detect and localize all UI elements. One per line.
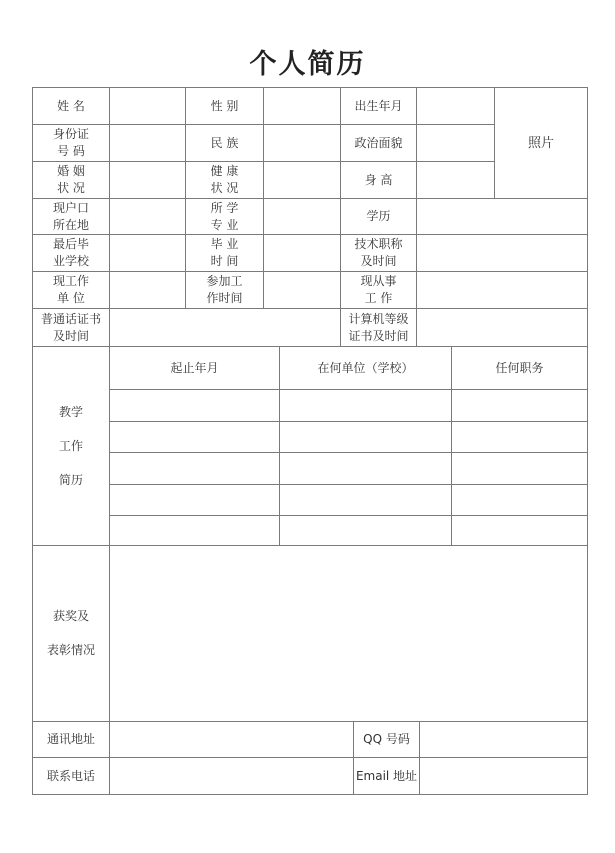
label-major: 所 学 专 业: [210, 200, 239, 232]
label-ethnicity: 民 族: [210, 135, 239, 150]
label-history: 教学 工作 简历: [58, 404, 83, 487]
label-education: 学历: [366, 209, 391, 223]
label-work-start: 参加工 作时间: [206, 274, 243, 305]
label-email: Email 地址: [355, 768, 418, 783]
label-health: 健 康 状 况: [210, 164, 239, 195]
label-marital: 婚 姻 状 况: [57, 164, 85, 195]
history-col-unit: 在何单位（学校）: [317, 360, 414, 375]
label-name: 姓 名: [57, 98, 85, 113]
label-mandarin: 普通话证书 及时间: [40, 311, 101, 343]
label-awards: 获奖及 表彰情况: [46, 609, 95, 657]
label-phone: 联系电话: [46, 768, 95, 783]
label-title-time: 技术职称 及时间: [354, 237, 403, 268]
history-col-position: 任何职务: [495, 360, 544, 375]
label-grad-time: 毕 业 时 间: [210, 237, 239, 268]
page-title: 个人简历: [249, 49, 366, 80]
label-height: 身 高: [364, 172, 393, 187]
label-computer: 计算机等级 证书及时间: [348, 311, 409, 343]
label-residence: 现户口 所在地: [52, 200, 89, 232]
photo-box: 照片: [527, 135, 554, 151]
label-qq: QQ 号码: [363, 732, 410, 746]
label-birth: 出生年月: [354, 98, 403, 113]
label-address: 通讯地址: [46, 732, 95, 746]
label-job: 现从事 工 作: [360, 274, 397, 305]
label-id-number: 身份证 号 码: [52, 127, 89, 158]
label-gender: 性 别: [210, 98, 239, 113]
label-employer: 现工作 单 位: [52, 274, 89, 305]
label-school: 最后毕 业学校: [52, 237, 89, 268]
history-col-period: 起止年月: [170, 360, 219, 375]
label-political: 政治面貌: [354, 135, 403, 150]
